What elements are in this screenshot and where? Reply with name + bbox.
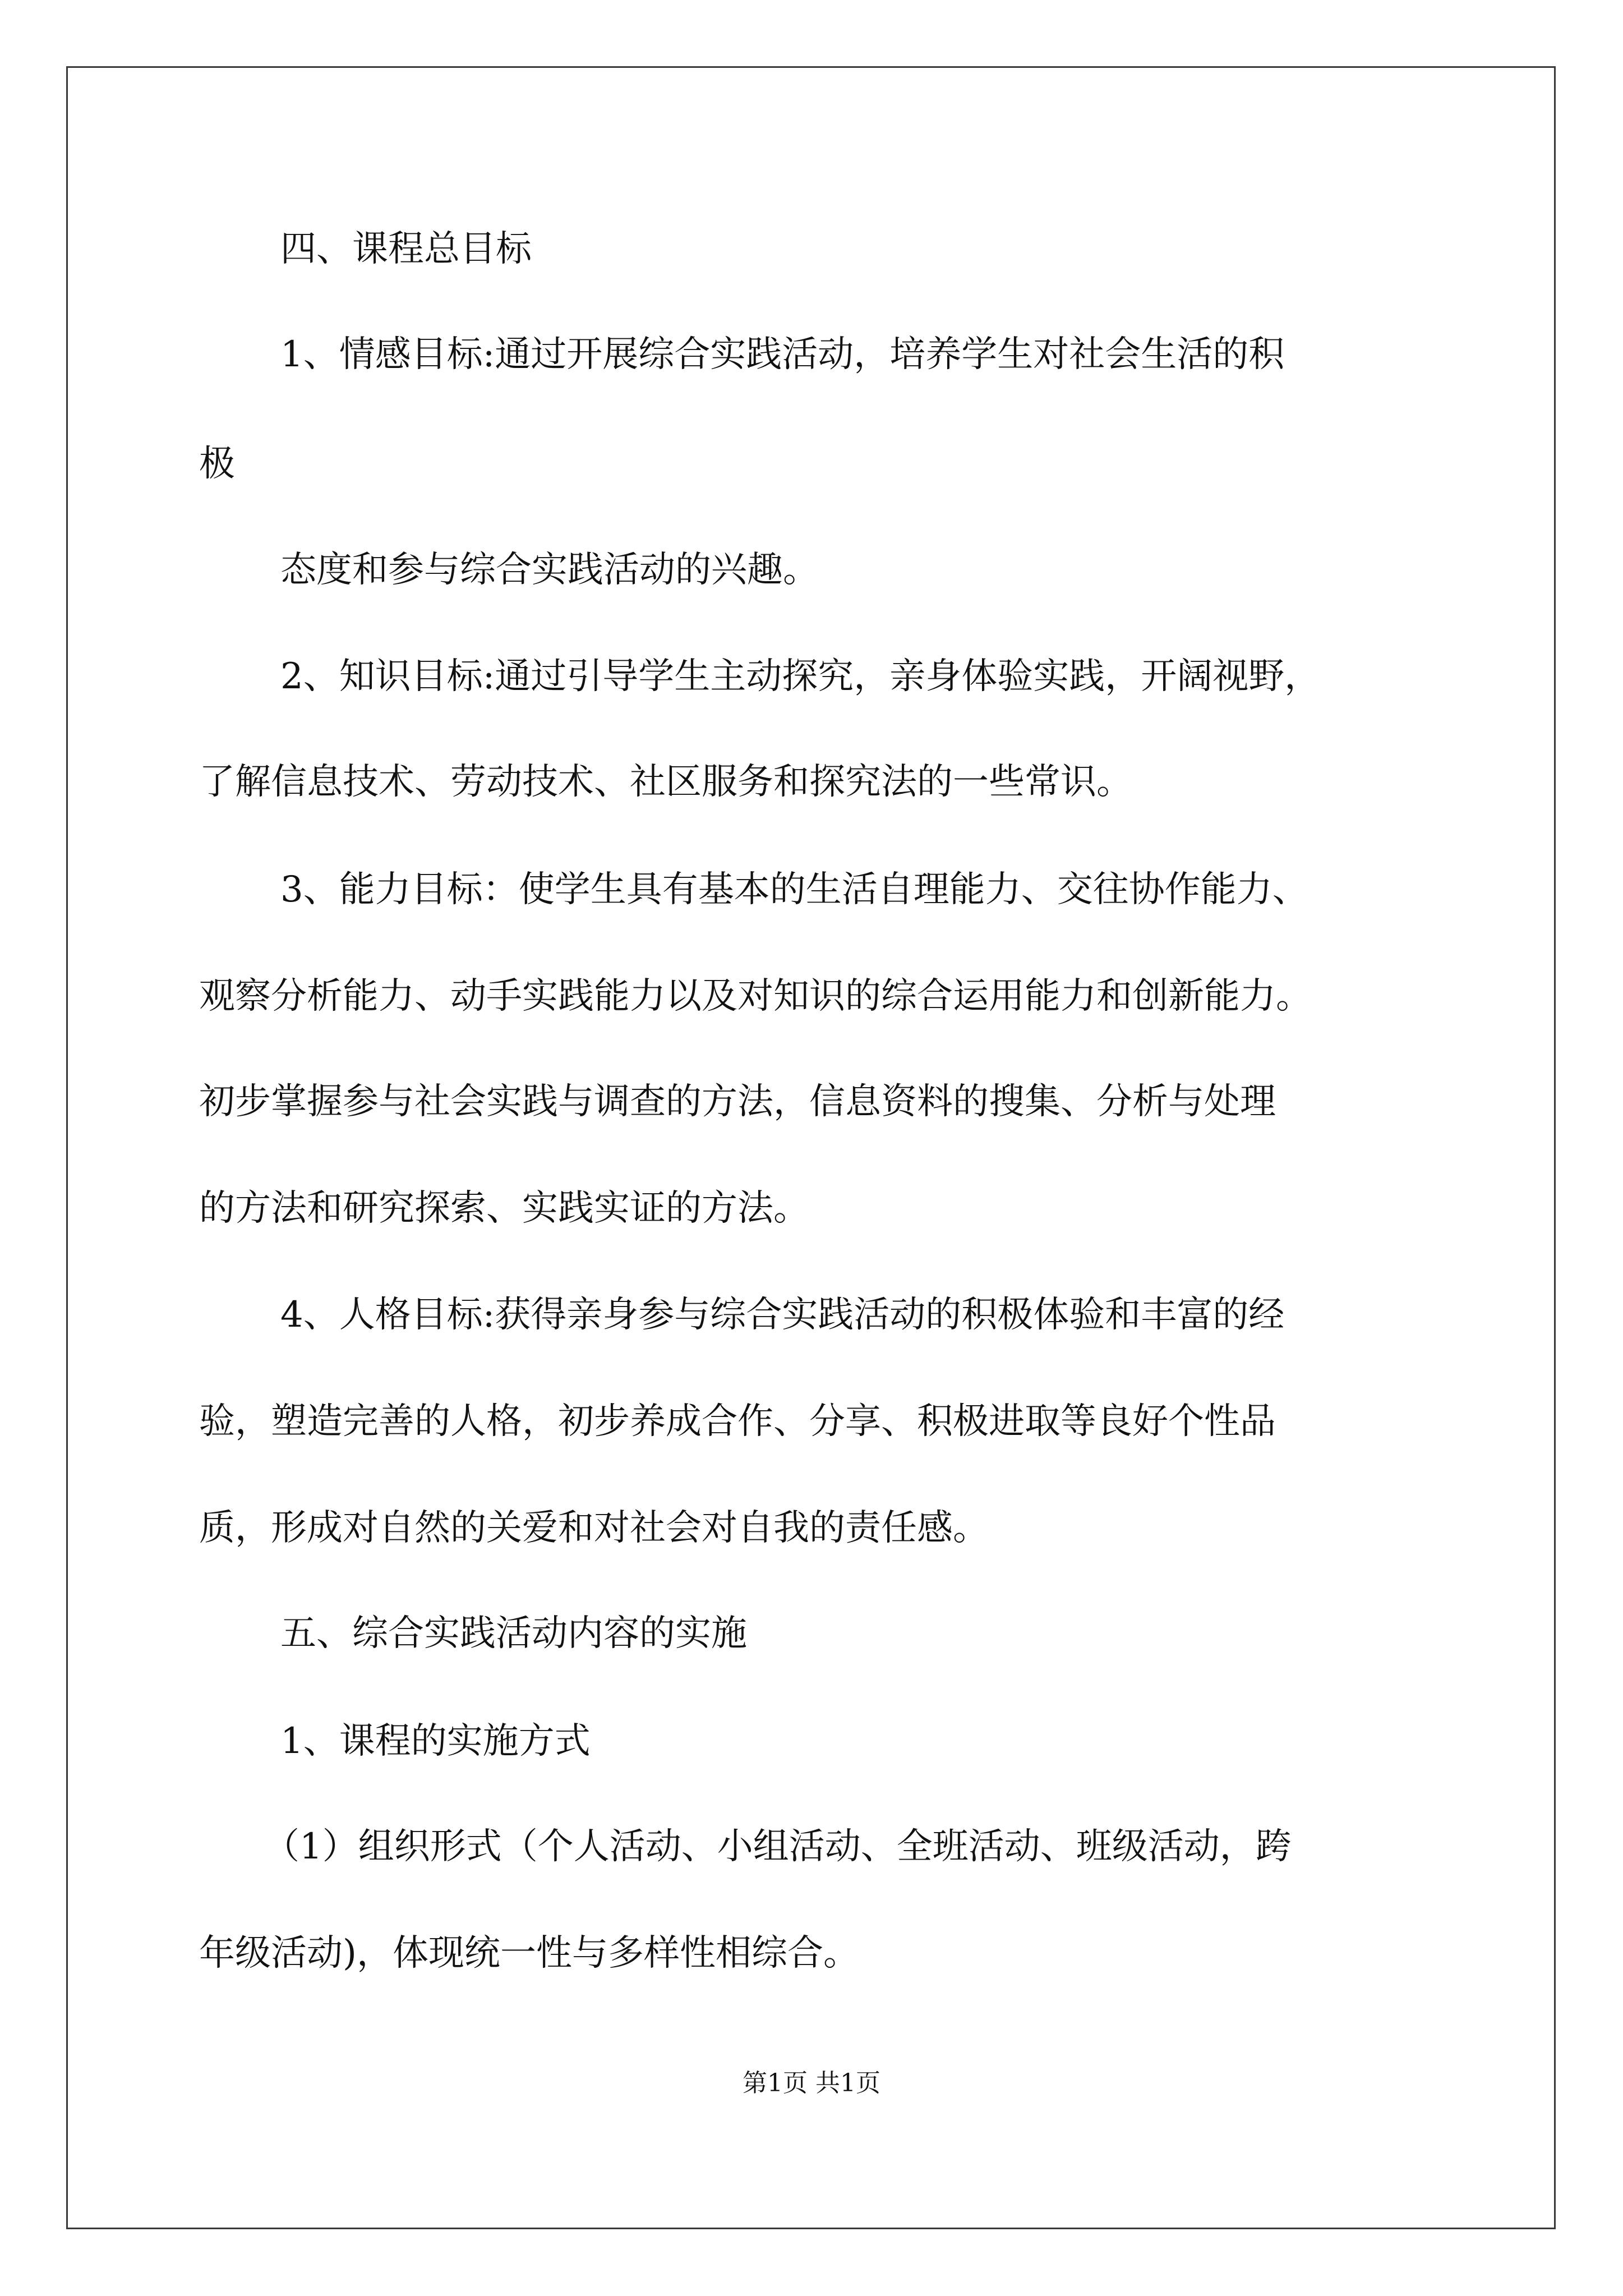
paragraph-line: 2、知识目标:通过引导学生主动探究，亲身体验实践，开阔视野，: [280, 656, 1321, 697]
paragraph-line: 态度和参与综合实践活动的兴趣。: [280, 549, 819, 591]
paragraph-line: 初步掌握参与社会实践与调查的方法，信息资料的搜集、分析与处理: [199, 1081, 1276, 1122]
paragraph-line: 3、能力目标：使学生具有基本的生活自理能力、交往协作能力、: [280, 869, 1308, 910]
paragraph-line: 了解信息技术、劳动技术、社区服务和探究法的一些常识。: [199, 761, 1132, 803]
paragraph-line: 4、人格目标:获得亲身参与综合实践活动的积极体验和丰富的经: [280, 1294, 1285, 1336]
heading-implementation: 五、综合实践活动内容的实施: [280, 1613, 747, 1654]
paragraph-line: 验，塑造完善的人格，初步养成合作、分享、积极进取等良好个性品: [199, 1401, 1276, 1442]
paragraph-line: 观察分析能力、动手实践能力以及对知识的综合运用能力和创新能力。: [199, 976, 1312, 1017]
paragraph-line: 极: [199, 443, 235, 485]
paragraph-line: 质，形成对自然的关爱和对社会对自我的责任感。: [199, 1507, 989, 1549]
subheading-implementation-mode: 1、课程的实施方式: [280, 1720, 591, 1762]
heading-course-goals: 四、课程总目标: [280, 228, 532, 270]
paragraph-line: 年级活动)，体现统一性与多样性相综合。: [199, 1932, 859, 1974]
paragraph-line: 的方法和研究探索、实践实证的方法。: [199, 1188, 809, 1229]
page-footer: 第1页 共1页: [743, 2069, 880, 2097]
paragraph-line: 1、情感目标:通过开展综合实践活动，培养学生对社会生活的积: [280, 334, 1285, 375]
paragraph-line: （1）组织形式（个人活动、小组活动、全班活动、班级活动，跨: [264, 1826, 1292, 1867]
page-border: [66, 66, 1556, 2229]
